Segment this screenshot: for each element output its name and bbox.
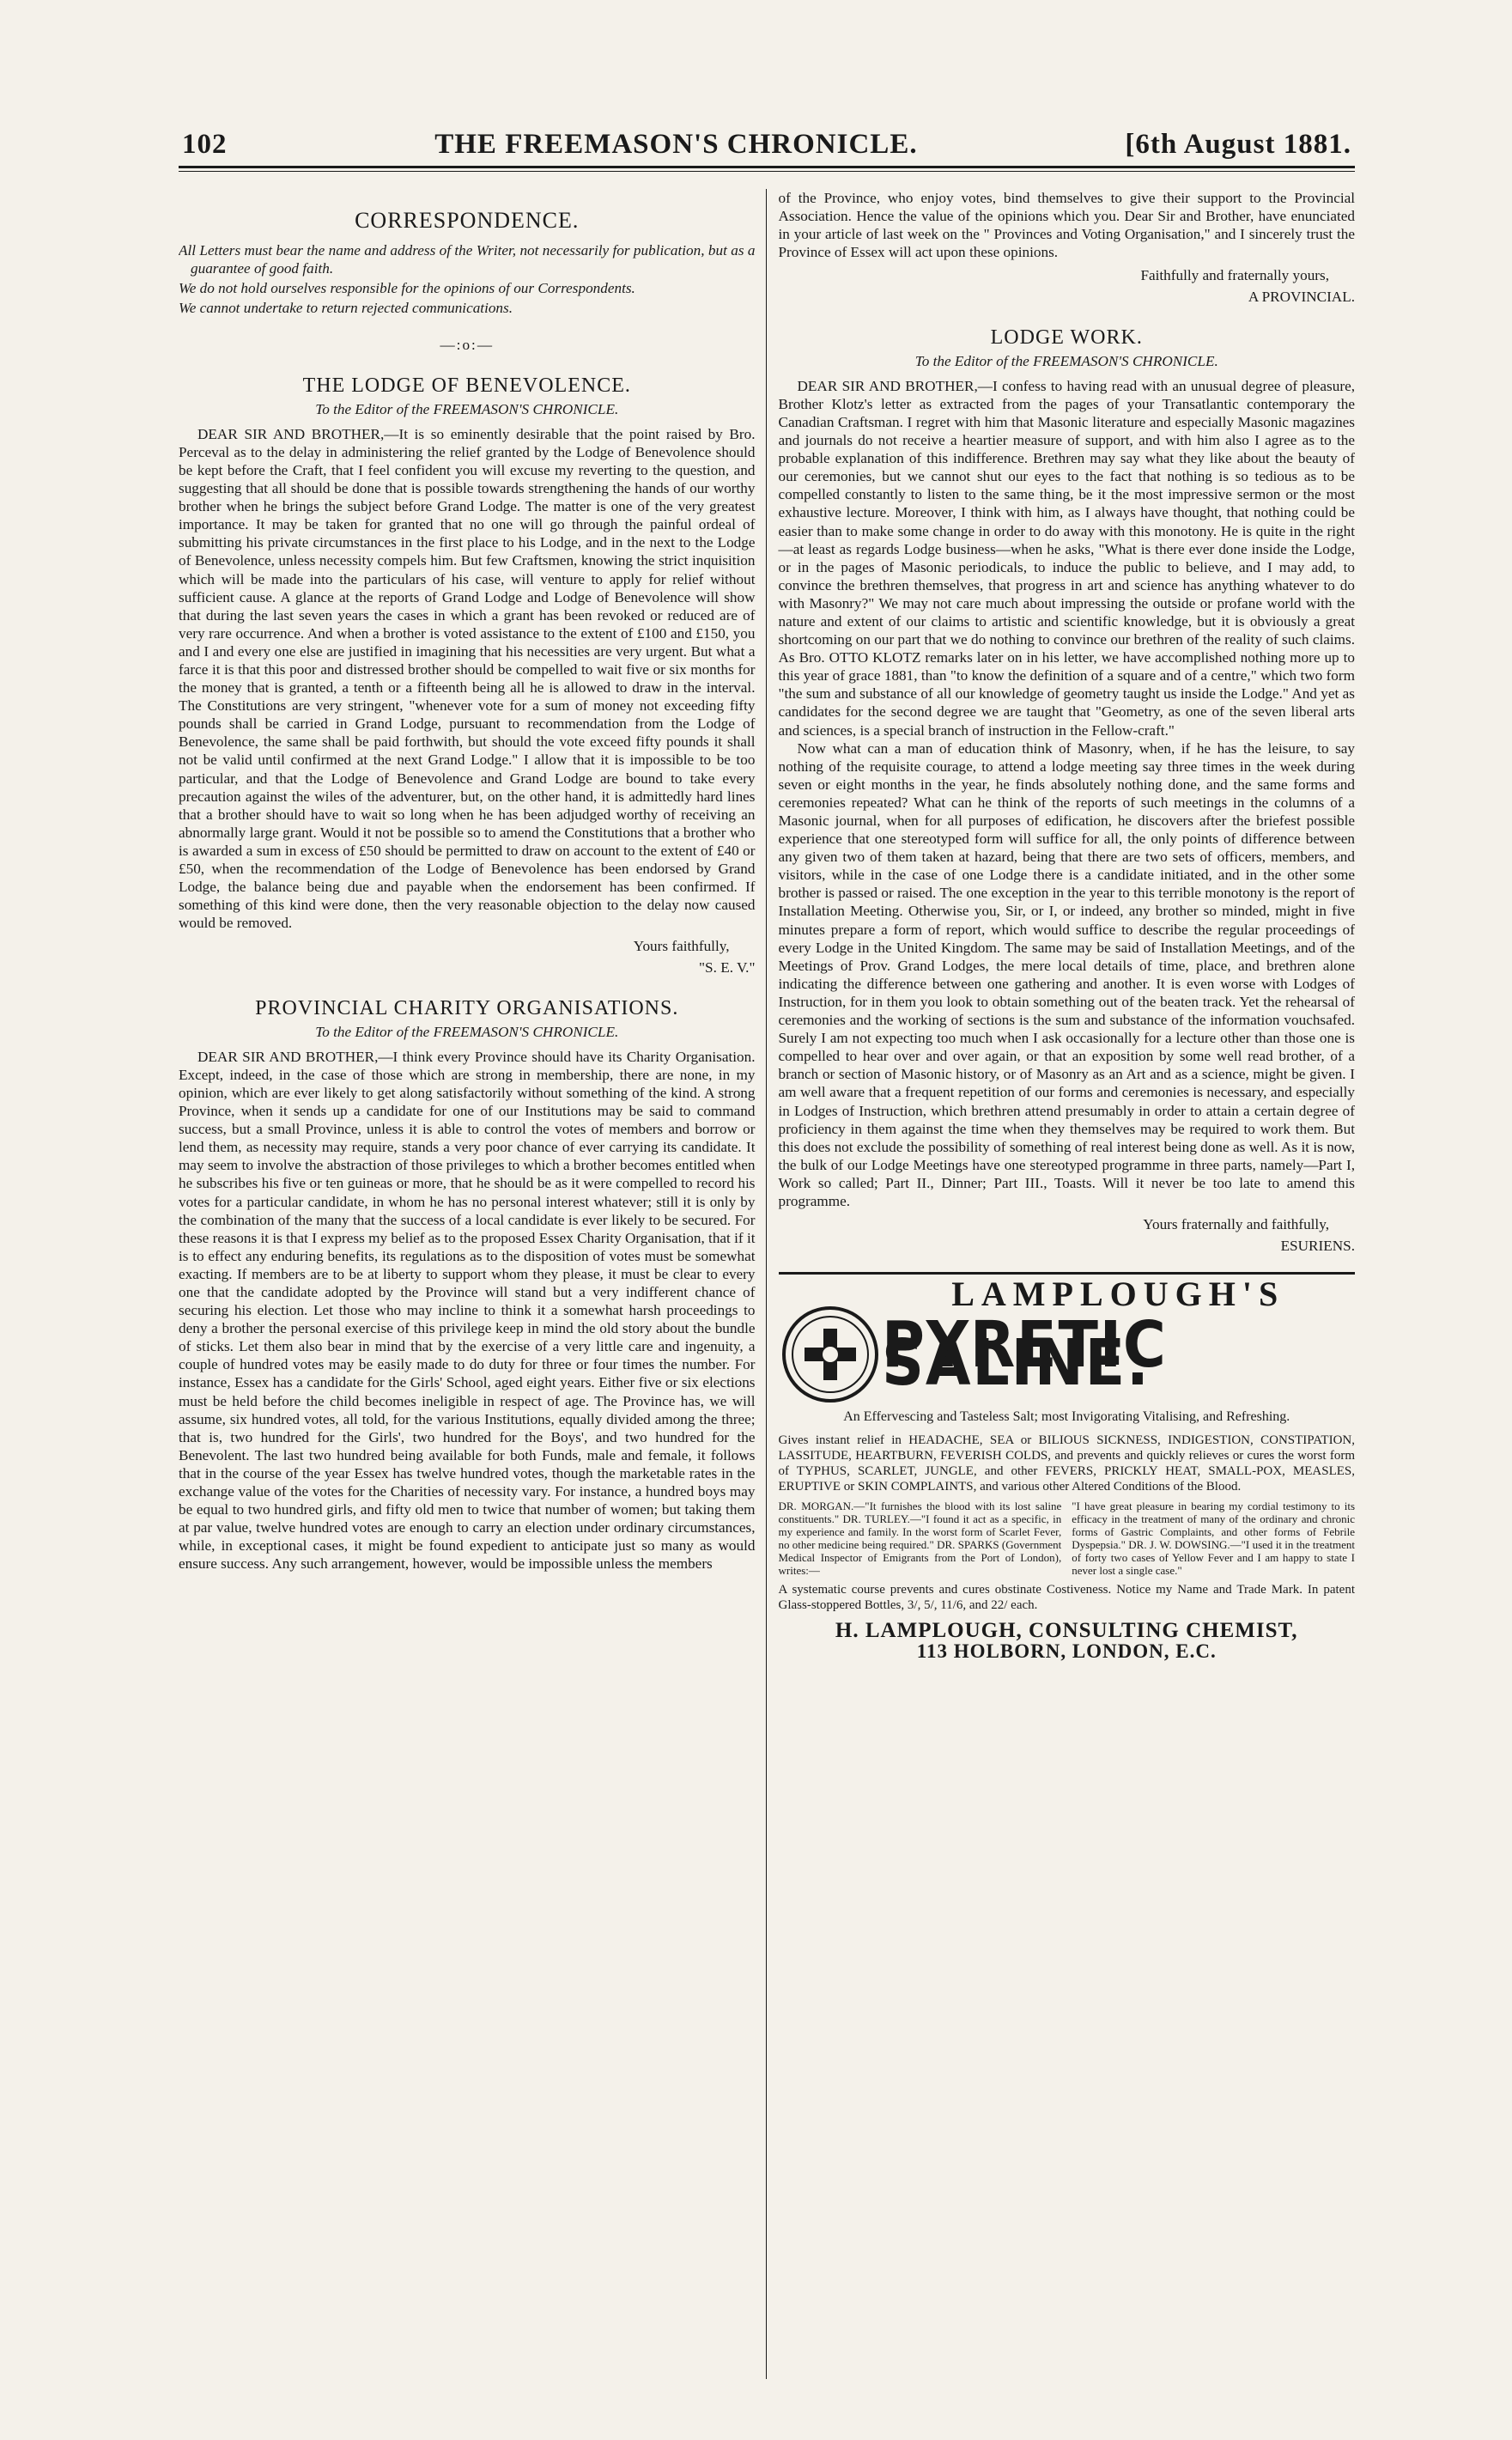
header-rule-thin xyxy=(179,171,1355,172)
advertisement xyxy=(778,1272,1356,1662)
benevolence-title: THE LODGE OF BENEVOLENCE. xyxy=(302,374,631,397)
left-column xyxy=(179,189,766,2379)
section-divider: —:o:— xyxy=(440,337,495,354)
benevolence-signoff: Yours faithfully, xyxy=(633,938,730,955)
ad-brand-row xyxy=(779,1303,1356,1406)
seal-icon xyxy=(779,1303,882,1406)
ad-brand: PYRETIC SALINE. xyxy=(881,1308,1168,1401)
ad-body: Gives instant relief in HEADACHE, SEA or BILIOUS SICKNESS, INDIGESTION, CONSTIPATION, LASSITUDE, HEARTBURN, FEVERISH COLDS, and prevents and quickly relieves or cures the worst form of TYPHUS, SCARLET, JUNGLE, and other FEVERS, PRICKLY HEAT, SMALL-POX, MEASLES, ERUPTIVE or SKIN COMPLAINTS, and various other Altered Conditions of the Blood. xyxy=(778,1433,1355,1494)
ad-title: LAMPLOUGH'S xyxy=(951,1275,1285,1314)
page-number: 102 xyxy=(182,129,228,160)
lodge-work-paragraph-2: Now what can a man of education think of Masonry, when, if he has the leisure, to say nothing of the requisite courage, to attend a lodge meeting say three times in the week during seven or eight months in the year, he finds absolutely nothing done, and the same forms and ceremonies repeated? What can he think of the reports of such meetings in the columns of a Masonic journal, when for all purposes of edification, he discovers after the briefest possible experience that one stereotyped form will suffice for all, the only points of difference between any given two of them taken at hazard, being that there are two sets of officers, members, and visitors, while in the case of one Lodge there is a candidate initiated, and in the other some brother is passed or raised. The one exception in the year to this terrible monotony is the report of Installation Meeting. Otherwise you, Sir, or I, or indeed, any brother so minded, might in five minutes prepare a form of report, which would suffice to describe the regular proceedings of every Lodge in the United Kingdom. The same may be said of Installation Meetings, and of the Meetings of Prov. Grand Lodges, the mere local details of time, place, and brethren alone indicating the difference between one gathering and another. It is even worse with Lodges of Instruction, for in them you look to obtain something out of the beaten track. Yet the rehearsal of ceremonies and the working of sections is the sum and substance of the information vouchsafed. Surely I am not expecting too much when I ask occasionally for a lecture other than those one is compelled to hear over and over again, or that an exposition by some well read brother, of a branch or section of Masonic history, or of Masonry as an Art and as a science, might be given. I am well aware that a frequent repetition of our forms and ceremonies is necessary, and especially in Lodges of Instruction, which brethren attend presumably in order to attain a certain degree of proficiency in them against the time when they themselves may be required to work them. But this does not exclude the possibility of something of real interest being done as well. As it is now, the bulk of our Lodge Meetings have one stereotyped programme in three parts, namely—Part I, Work so called; Part II., Dinner; Part III., Toasts. Will it never be too late to amend this programme. xyxy=(778,739,1355,1209)
benevolence-signature: "S. E. V." xyxy=(699,959,756,977)
benevolence-to-editor: To the Editor of the FREEMASON'S CHRONICLE. xyxy=(315,400,619,417)
ad-testimonials xyxy=(779,1500,1356,1577)
notice-2: We do not hold ourselves responsible for the opinions of our Correspondents. xyxy=(179,280,635,297)
page-header xyxy=(179,129,1355,166)
notice-3: We cannot undertake to return rejected communications. xyxy=(179,300,513,317)
right-column xyxy=(766,189,1356,2379)
ad-tagline: An Effervescing and Tasteless Salt; most Invigorating Vitalising, and Refreshing. xyxy=(843,1409,1290,1425)
lodge-work-paragraph-1: DEAR SIR AND BROTHER,—I confess to having read with an unusual degree of pleasure, Brother Klotz's letter as extracted from the pages of your Transatlantic contemporary the Canadian Craftsman. I regret with him that Masonic literature and especially Masonic magazines and journals do not receive a heartier measure of support, and with him also I agree as to the probable explanation of this indifference. Brethren may say what they like about the beauty of our ceremonies, but we cannot shut our eyes to the fact that nothing is so tedious as to be compelled constantly to listen to the same thing, be it the most impressive sermon or the most exhaustive lecture. Moreover, I think with him, as I always have thought, that nothing could be easier than to make some change in order to do away with this monotony. He is quite in the right—at least as regards Lodge business—when he asks, "What is there ever done inside the Lodge, or in the pages of Masonic periodicals, to induce the public to believe, and I may add, to convince the brethren themselves, that progress in art and science has anything whatever to do with Masonry?" We may not care much about impressing the outside or profane world with the nature and extent of our claims to artistic and scientific knowledge, but it is obviously a great shortcoming on our part that we do nothing to convince our brethren of the reality of such claims. As Bro. OTTO KLOTZ remarks later on in his letter, we have accomplished nothing more up to this year of grace 1881, than "to know the definition of a square and of a centre," which two form "the sum and substance of all our knowledge of geometry taught us inside the Lodge." And yet as candidates for the second degree we are taught that "Geometry, as one of the seven liberal arts and sciences, is a special branch of instruction in the Fellow-craft." xyxy=(778,377,1355,739)
charity-title: PROVINCIAL CHARITY ORGANISATIONS. xyxy=(255,996,679,1019)
ad-address: 113 HOLBORN, LONDON, E.C. xyxy=(916,1640,1217,1662)
charity-signature: A PROVINCIAL. xyxy=(1248,289,1355,306)
charity-continuation: of the Province, who enjoy votes, bind themselves to give their support to the Provincial Association. Hence the value of the opinions which you. Dear Sir and Brother, have enunciated in your article of last week on the " Provinces and Voting Organisation," and I sincerely trust the Province of Essex will act upon these opinions. xyxy=(778,190,1355,261)
lodge-work-signature: ESURIENS. xyxy=(1280,1238,1355,1255)
lodge-work-to-editor: To the Editor of the FREEMASON'S CHRONICLE. xyxy=(914,352,1218,369)
testimonials-left: DR. MORGAN.—"It furnishes the blood with its lost saline constituents." DR. TURLEY.—"I found it act as a specific, in my experience and family. In the worst form of Scarlet Fever, no other medicine being required." DR. SPARKS (Government Medical Inspector of Emigrants from the Port of London), writes:— xyxy=(778,1500,1062,1578)
header-rule xyxy=(179,166,1355,168)
correspondence-title: CORRESPONDENCE. xyxy=(355,208,580,233)
lodge-work-title: LODGE WORK. xyxy=(990,326,1143,349)
charity-paragraph: DEAR SIR AND BROTHER,—I think every Province should have its Charity Organisation. Except, indeed, in the case of those which are strong in membership, there are none, in my opinion, which are ever likely to get along satisfactorily without something of the kind. A strong Province, when it sends up a candidate for one of our Institutions may be said to command success, but a small Province, unless it is able to control the votes of members and borrow or lend them, as necessity may require, stands a very poor chance of ever carrying its candidate. It may seem to involve the abstraction of those privileges to which a brother becomes entitled when he subscribes his five or ten guineas or more, that he should be as it were compelled to record his votes for a particular candidate, in whom he has no personal interest whatever; still it is only by the combination of the many that the success of a local candidate is ever likely to be secured. For these reasons it is that I express my belief as to the proposed Essex Charity Organisation, that if it is to effect any enduring benefits, its regulations as to the disposition of votes must be somewhat exacting. If members are to be at liberty to support whom they please, it must be clear to every one that the candidate adopted by the Province will stand but a very indifferent chance of securing his election. Let those who may incline to think it a somewhat harsh proceedings to deny a brother the personal exercise of this privilege keep in mind the old story about the bundle of sticks. Let them also bear in mind that by the exercise of a very little care and ingenuity, a couple of hundred votes may be easily made to do duty for three or four times the number. For instance, Essex has a candidate for the Girls' School, aged eight years. Either five or six elections must be held before the child becomes ineligible in respect of age. The Province has, we will assume, six hundred votes, all told, for the various Institutions, equally divided among the three; that is, two hundred for the Girls', two hundred for the Boys', and two hundred for the Benevolent. The last two hundred being available for both Funds, male and female, it follows that in the course of the year Essex has twelve hundred votes, though the marketable rates in the exchange value of the votes for the Charities of necessity vary. For instance, a hundred boys may be equal to two hundred girls, and fifty old men to twice that number of women; but taking them at par value, twelve hundred votes are enough to carry an election under ordinary circumstances, while, in exceptional cases, it might be found expedient to anticipate just so many as would ensure success. Any such arrangement, however, would be impossible unless the members xyxy=(179,1048,756,1573)
testimonials-right: "I have great pleasure in bearing my cordial testimony to its efficacy in the treatment of many of the ordinary and chronic forms of Gastric Complaints, and other forms of Febrile Dyspepsia." DR. J. W. DOWSING.—"I used it in the treatment of forty two cases of Yellow Fever and I am happy to state I never lost a single case." xyxy=(1072,1500,1355,1578)
lodge-work-signoff: Yours fraternally and faithfully, xyxy=(1143,1216,1329,1233)
columns xyxy=(179,189,1355,2379)
notice-1: All Letters must bear the name and address of the Writer, not necessarily for publication, but as a guarantee of good faith. xyxy=(179,242,756,277)
ad-proprietor: H. LAMPLOUGH, CONSULTING CHEMIST, xyxy=(835,1619,1298,1643)
charity-signoff: Faithfully and fraternally yours, xyxy=(1140,267,1329,284)
charity-to-editor: To the Editor of the FREEMASON'S CHRONICLE. xyxy=(315,1023,619,1040)
ad-footer: A systematic course prevents and cures obstinate Costiveness. Notice my Name and Trade Mark. In patent Glass-stoppered Bottles, 3/, 5/, 11/6, and 22/ each. xyxy=(778,1583,1355,1613)
newspaper-page xyxy=(179,129,1355,2379)
issue-date: [6th August 1881. xyxy=(1125,129,1351,160)
masthead: THE FREEMASON'S CHRONICLE. xyxy=(434,129,918,160)
benevolence-paragraph: DEAR SIR AND BROTHER,—It is so eminently desirable that the point raised by Bro. Perceval as to the delay in administering the relief granted by the Lodge of Benevolence should be kept before the Craft, that I feel confident you will excuse my reverting to the question, and suggesting that all should be done that is possible towards strengthening the hands of our worthy brother when he brings the subject before Grand Lodge. The matter is one of the very greatest importance. It may be taken for granted that no one will go through the painful ordeal of submitting his private circumstances in the first place to his Lodge, and in the next to the Lodge of Benevolence, unless necessity compels him. But few Craftsmen, knowing the strict inquisition which will be made into the particulars of his case, will venture to apply for relief without sufficient cause. A glance at the reports of Grand Lodge and Lodge of Benevolence will show that during the last seven years the cases in which a grant has been revoked or reduced are of very rare occurrence. And when a brother is voted assistance to the extent of £100 and £150, you and I and every one else are justified in imagining that his necessities are very urgent. But what a farce it is that this poor and distressed brother should be compelled to wait five or six months for the money that is granted, a tenth or a fifteenth being all he is allowed to draw in the interval. The Constitutions are very stringent, "whenever vote for a sum of money not exceeding fifty pounds shall be carried in Grand Lodge, pursuant to recommendation from the Lodge of Benevolence, the same shall be paid forthwith, but should the vote exceed fifty pounds it shall not be valid until confirmed at the next Grand Lodge." I allow that it is impossible to be too particular, and that the Lodge of Benevolence and Grand Lodge are bound to take every precaution against the wiles of the adventurer, but, on the other hand, it is admittedly hard lines that a brother should have to wait so long when he has been adjudged worthy of receiving an abnormally large grant. Would it not be possible so to amend the Constitutions that a brother who is awarded a sum in excess of £50 should be permitted to draw on account to the extent of £40 or £50, when the recommendation of the Lodge of Benevolence has been endorsed by Grand Lodge, the balance being due and payable when the endorsement has been confirmed. If something of this kind were done, then the very reasonable objection to the delay now caused would be removed. xyxy=(179,425,756,932)
